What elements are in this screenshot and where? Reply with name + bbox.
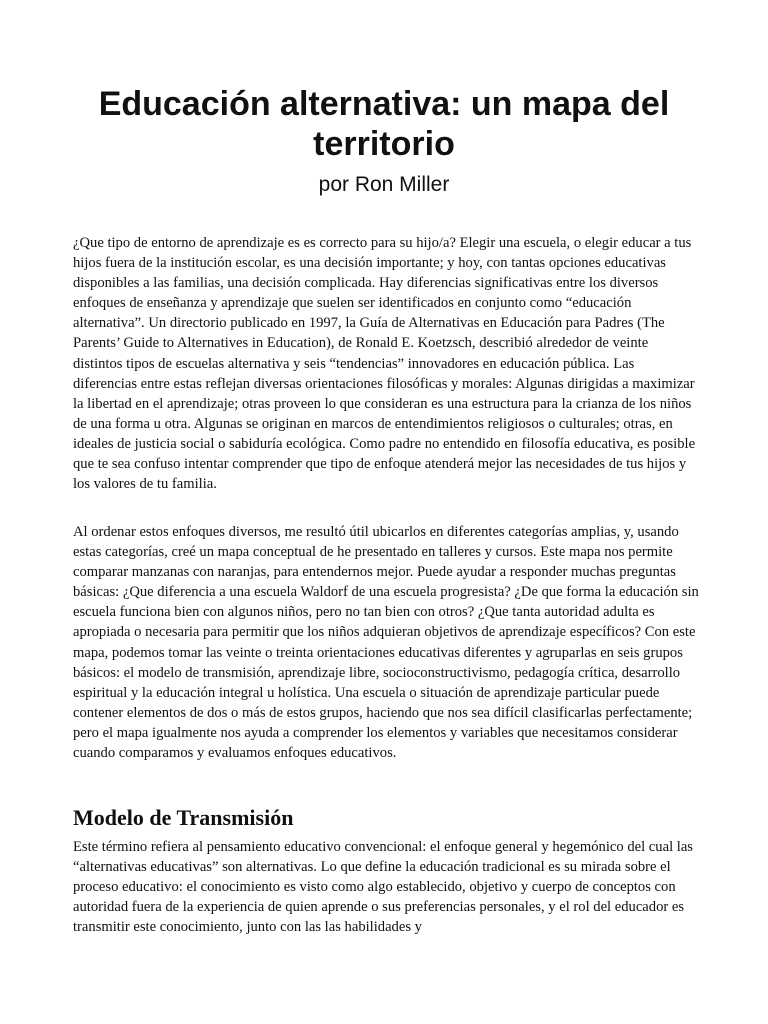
section-heading: Modelo de Transmisión — [73, 805, 294, 830]
document-author: por Ron Miller — [318, 173, 450, 196]
paragraph-map: Al ordenar estos enfoques diversos, me resultó útil ubicarlos en diferentes categorías amplias, y, usando estas categorías, creé un mapa conceptual de he presentado en talleres y cursos. Este mapa nos permite comparar manzanas con naranjas, para entendernos mejor. Puede ayudar a responder muchas preguntas básicas: ¿Que diferencia a una escuela Waldorf de una escuela progresista? ¿De que forma la educación sin escuela funciona bien con algunos niños, pero no tan bien con otros? ¿Que tanta autoridad adulta es apropiada o necesaria para permitir que los niños adquieran objetivos de aprendizaje específicos? Con este mapa, podemos tomar las veinte o treinta orientaciones educativas diferentes y agruparlas en seis grupos básicos: el modelo de transmisión, aprendizaje libre, socioconstructivismo, pedagogía crítica, desarrollo espiritual y la educación integral u holística. Una escuela o situación de aprendizaje particular puede contener elementos de dos o más de estos grupos, haciendo que nos sea difícil clasificarlas perfectamente; pero el mapa igualmente nos ayuda a comprender los elementos y variables que necesitamos considerar cuando comparamos y evaluamos enfoques educativos. — [73, 524, 699, 762]
paragraph-transmission: Este término refiera al pensamiento educativo convencional: el enfoque general y hegemónico del cual las “alternativas educativas” son alternativas. Lo que define la educación tradicional es su mirada sobre el proceso educativo: el conocimiento es visto como algo establecido, objetivo y cuerpo de conceptos con autoridad fuera de la experiencia de quien aprende o sus preferencias personales, y el rol del educador es transmitir este conocimiento, junto con las las habilidades y — [73, 839, 693, 936]
document-title: Educación alternativa: un mapa del territorio — [98, 85, 670, 163]
paragraph-intro: ¿Que tipo de entorno de aprendizaje es es correcto para su hijo/a? Elegir una escuela, o elegir educar a tus hijos fuera de la institución escolar, es una decisión importante; y hoy, con tantas opciones educativas disponibles a las familias, una decisión complicada. Hay diferencias significativas entre los diversos enfoques de enseñanza y aprendizaje que suelen ser identificados en conjunto como “educación alternativa”. Un directorio publicado en 1997, la Guía de Alternativas en Educación para Padres (The Parents’ Guide to Alternatives in Education), de Ronald E. Koetzsch, describió alrededor de veinte distintos tipos de escuelas alternativa y seis “tendencias” innovadores en educación pública. Las diferencias entre estas reflejan diversas orientaciones filosóficas y morales: Algunas dirigidas a maximizar la libertad en el aprendizaje; otras proveen lo que consideran es una estructura para la crianza de los niños de una forma u otra. Algunas se originan en marcos de entendimientos religiosos o culturales; otras, en ideales de justicia social o sabiduría ecológica. Como padre no entendido en filosofía educativa, es posible que te sea confuso intentar comprender que tipo de enfoque atenderá mejor las necesidades de tus hijos y los valores de tu familia. — [73, 235, 696, 493]
